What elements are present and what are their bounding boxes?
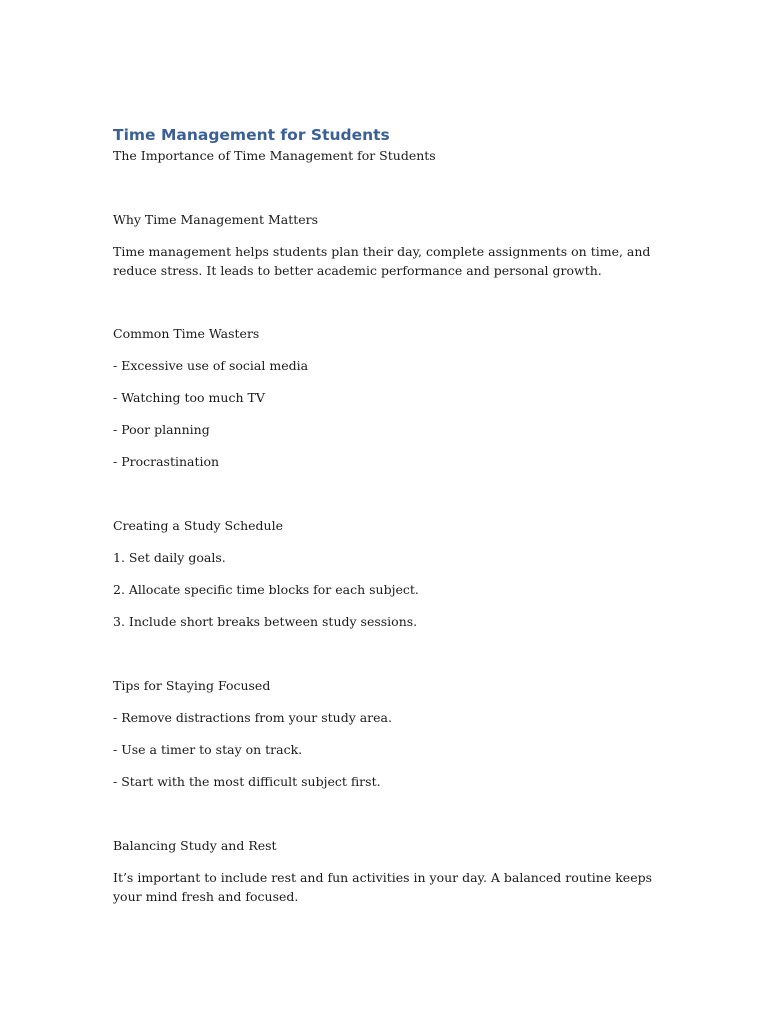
section-study-schedule — [113, 516, 673, 632]
document-page — [113, 124, 673, 906]
section-paragraph: It’s important to include rest and fun activities in your day. A balanced routine keeps your mind fresh and focused. — [113, 870, 653, 904]
list-item: - Start with the most difficult subject first. — [113, 774, 381, 789]
list-item: - Remove distractions from your study area. — [113, 710, 392, 725]
section-heading: Why Time Management Matters — [113, 212, 319, 227]
section-staying-focused — [113, 676, 673, 792]
list-item: - Watching too much TV — [113, 390, 265, 405]
section-heading: Balancing Study and Rest — [113, 838, 277, 853]
section-paragraph: Time management helps students plan their day, complete assignments on time, and reduce stress. It leads to better academic performance and personal growth. — [113, 244, 651, 278]
list-item: - Poor planning — [113, 422, 210, 437]
section-heading: Tips for Staying Focused — [113, 678, 271, 693]
list-item: 2. Allocate specific time blocks for each subject. — [113, 582, 419, 597]
section-common-time-wasters — [113, 324, 673, 472]
section-why-time-management — [113, 210, 673, 280]
list-item: 1. Set daily goals. — [113, 550, 226, 565]
document-subtitle: The Importance of Time Management for Students — [113, 148, 436, 163]
list-item: 3. Include short breaks between study sessions. — [113, 614, 418, 629]
section-balancing-study-rest — [113, 836, 673, 906]
list-item: - Procrastination — [113, 454, 220, 469]
section-heading: Common Time Wasters — [113, 326, 260, 341]
section-heading: Creating a Study Schedule — [113, 518, 283, 533]
document-title: Time Management for Students — [113, 126, 390, 144]
list-item: - Excessive use of social media — [113, 358, 309, 373]
list-item: - Use a timer to stay on track. — [113, 742, 303, 757]
